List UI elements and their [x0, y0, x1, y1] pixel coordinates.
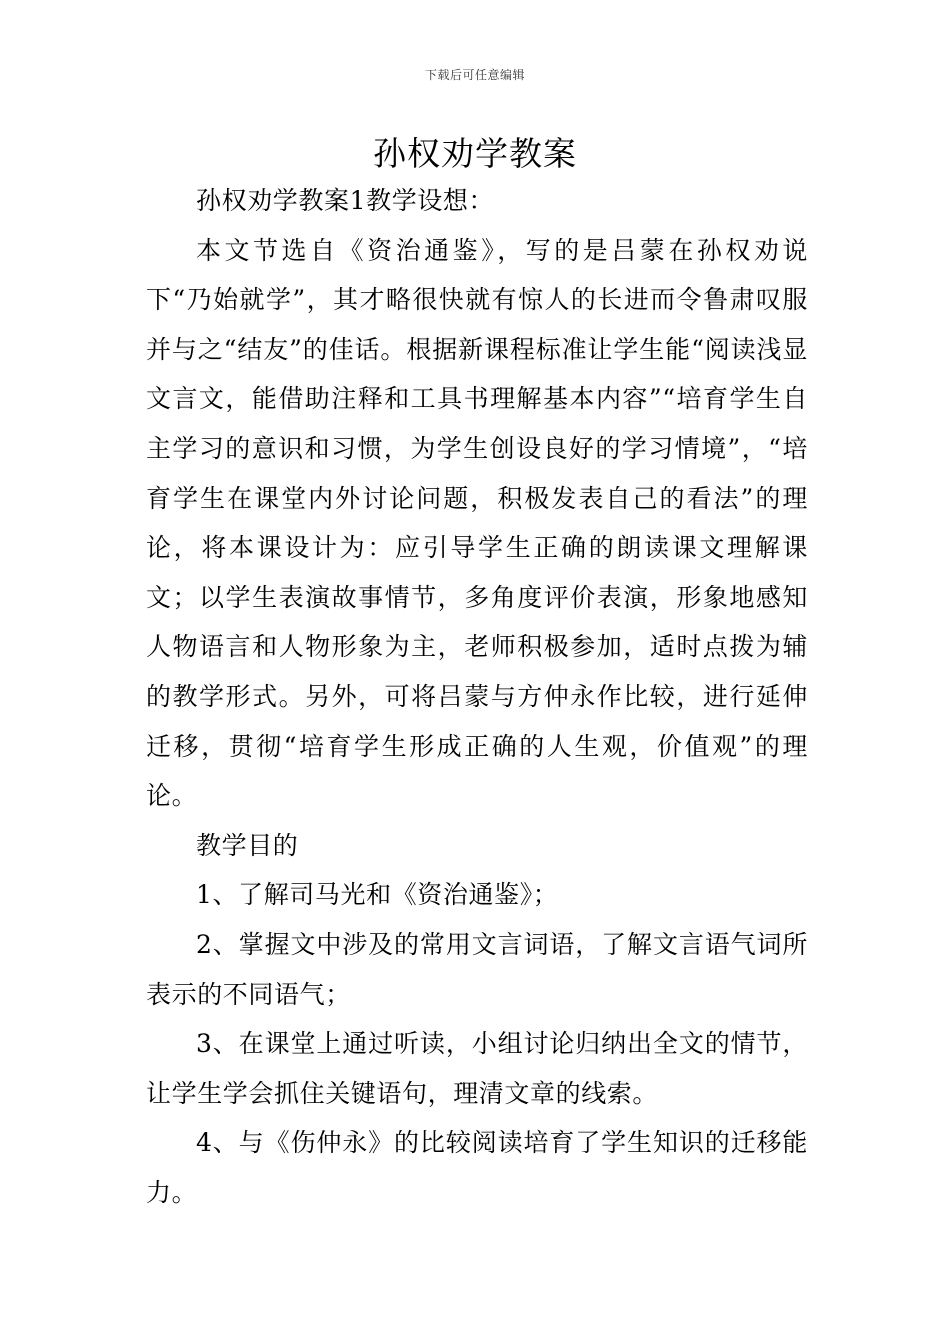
paragraph-objective-2: 2、掌握文中涉及的常用文言词语，了解文言语气词所表示的不同语气； — [146, 929, 808, 1009]
paragraph-objective-3: 3、在课堂上通过听读，小组讨论归纳出全文的情节，让学生学会抓住关键语句，理清文章的线索。 — [146, 1029, 808, 1108]
document-title: 孙权劝学教案 — [373, 134, 577, 173]
document-body — [146, 176, 808, 1217]
paragraph-design: 本文节选自《资治通鉴》，写的是吕蒙在孙权劝说下“乃始就学”，其才略很快就有惊人的长进而令鲁肃叹服并与之“结友”的佳话。根据新课程标准让学生能“阅读浅显文言文，能借助注释和工具书理解基本内容”“培育学生自主学习的意识和习惯，为学生创设良好的学习情境”，“培育学生在课堂内外讨论问题，积极发表自己的看法”的理论，将本课设计为：应引导学生正确的朗读课文理解课文；以学生表演故事情节，多角度评价表演，形象地感知人物语言和人物形象为主，老师积极参加，适时点拨为辅的教学形式。另外，可将吕蒙与方仲永作比较，进行延伸迁移，贯彻“培育学生形成正确的人生观，价值观”的理论。 — [146, 235, 808, 811]
paragraph-intro: 孙权劝学教案1教学设想： — [196, 186, 495, 215]
header-note: 下载后可任意编辑 — [424, 68, 525, 82]
paragraph-objective-1: 1、了解司马光和《资治通鉴》； — [196, 880, 559, 910]
paragraph-objective-4: 4、与《伤仲永》的比较阅读培育了学生知识的迁移能力。 — [146, 1128, 808, 1207]
paragraph-objectives-heading: 教学目的 — [196, 830, 299, 860]
